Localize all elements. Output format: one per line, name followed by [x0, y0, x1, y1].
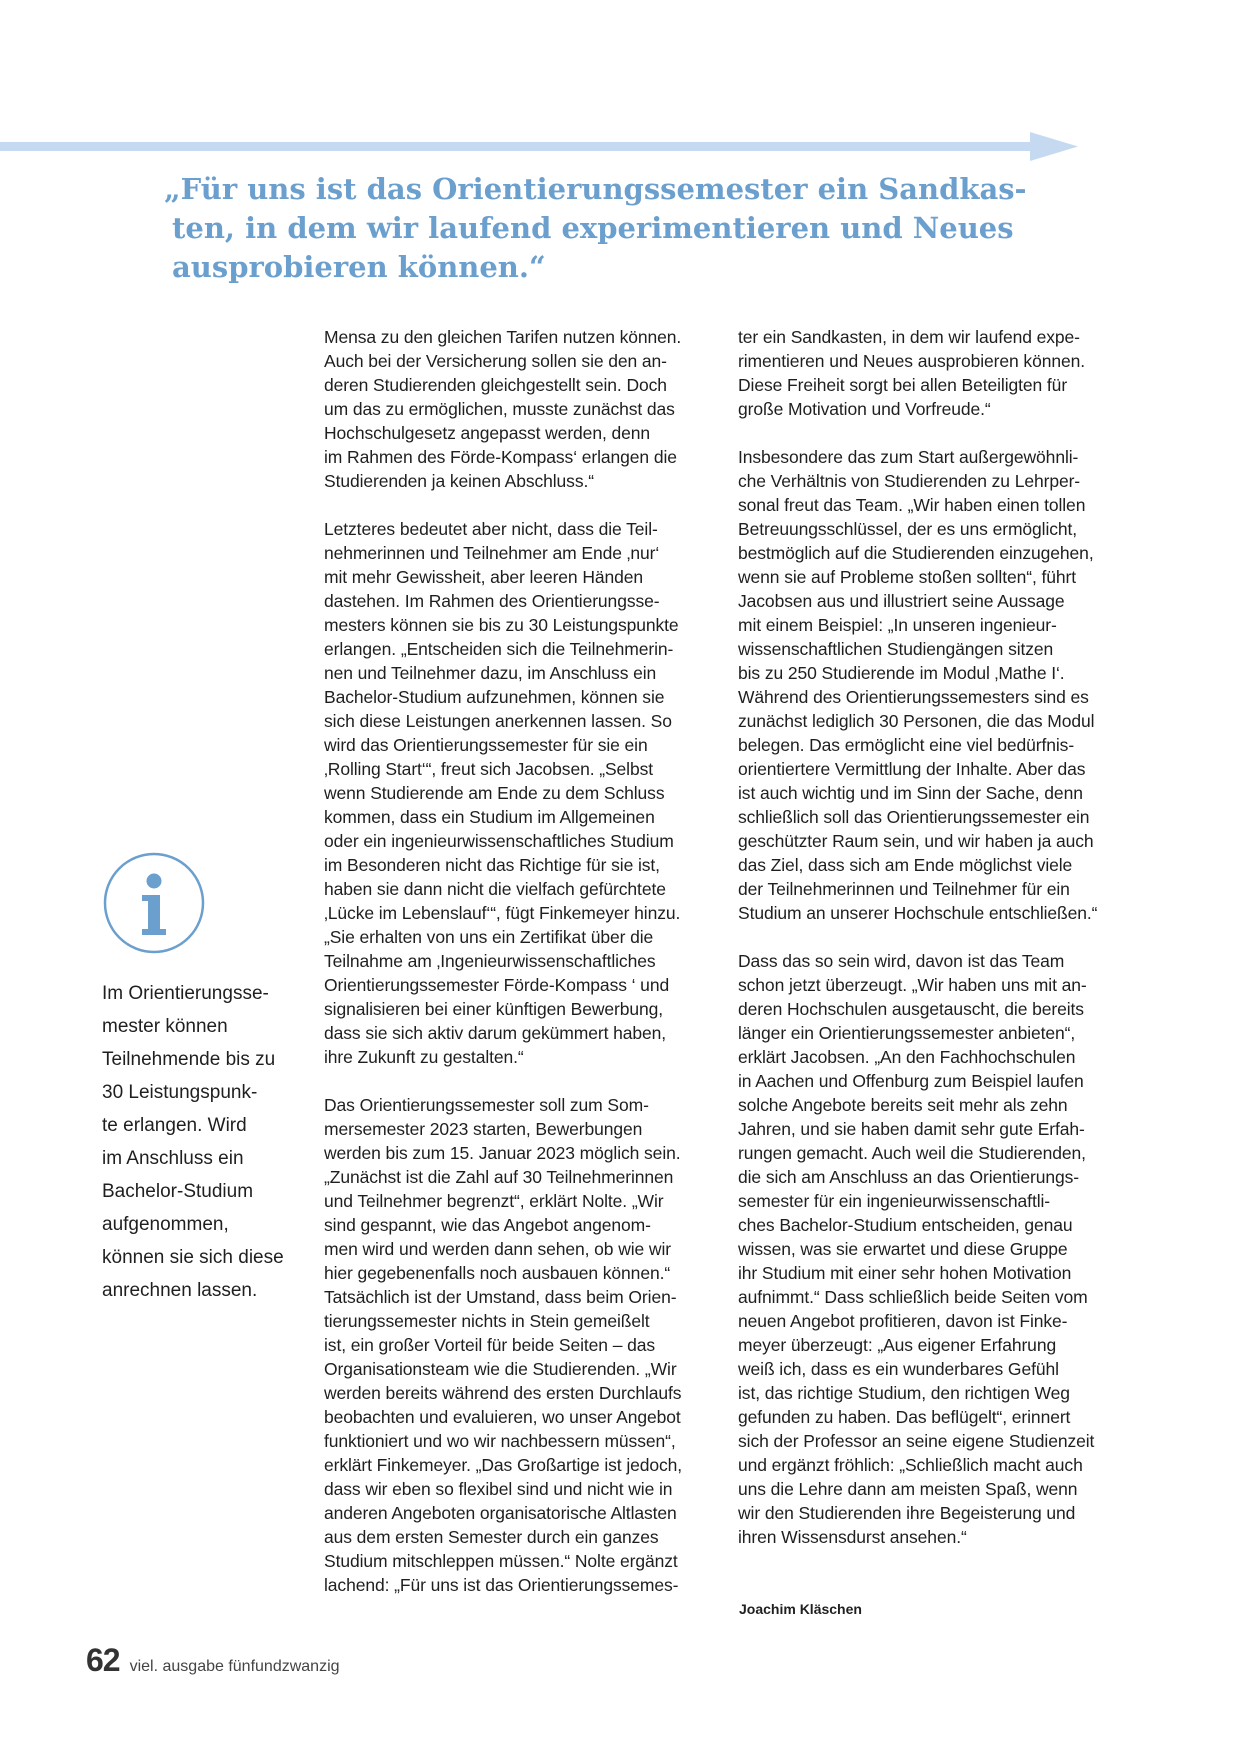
- article-column-2: [738, 325, 1133, 1549]
- pull-quote: [164, 170, 1027, 287]
- article-line: Teilnahme am ‚Ingenieurwissenschaftliches: [324, 951, 656, 971]
- article-line: werden bis zum 15. Januar 2023 möglich sein.: [324, 1143, 681, 1163]
- article-line: tierungssemester nichts in Stein gemeißelt: [324, 1311, 650, 1331]
- article-line: Studierenden ja keinen Abschluss.“: [324, 471, 594, 491]
- article-line: Diese Freiheit sorgt bei allen Beteiligten für: [738, 375, 1068, 395]
- pull-quote-line: „Für uns ist das Orientierungssemester ein Sandkas-: [164, 172, 1027, 206]
- article-line: Organisationsteam wie die Studierenden. „Wir: [324, 1359, 677, 1379]
- article-line: länger ein Orientierungssemester anbieten“,: [738, 1023, 1076, 1043]
- sidebar-line: Im Orientierungsse-: [102, 983, 269, 1004]
- article-line: um das zu ermöglichen, musste zunächst das: [324, 399, 675, 419]
- article-line: ihre Zukunft zu gestalten.“: [324, 1047, 524, 1067]
- article-line: „Zunächst ist die Zahl auf 30 Teilnehmerinnen: [324, 1167, 674, 1187]
- sidebar-line: Bachelor-Studium: [102, 1181, 254, 1202]
- article-line: und Teilnehmer begrenzt“, erklärt Nolte. „Wir: [324, 1191, 664, 1211]
- article-line: dastehen. Im Rahmen des Orientierungsse-: [324, 591, 660, 611]
- article-line: Letzteres bedeutet aber nicht, dass die Teil-: [324, 519, 658, 539]
- article-line: nen und Teilnehmer dazu, im Anschluss ein: [324, 663, 657, 683]
- article-line: schließlich soll das Orientierungssemester ein: [738, 807, 1090, 827]
- article-line: lachend: „Für uns ist das Orientierungssemes-: [324, 1575, 679, 1595]
- sidebar-line: te erlangen. Wird: [102, 1115, 247, 1136]
- article-line: ist, das richtige Studium, den richtigen Weg: [738, 1383, 1070, 1403]
- article-line: ihren Wissensdurst ansehen.“: [738, 1527, 967, 1547]
- article-line: ‚Rolling Start‘“, freut sich Jacobsen. „Selbst: [324, 759, 654, 779]
- article-line: signalisieren bei einer künftigen Bewerbung,: [324, 999, 664, 1019]
- article-line: sich diese Leistungen anerkennen lassen. So: [324, 711, 672, 731]
- pull-quote-line: ten, in dem wir laufend experimentieren und Neues: [172, 211, 1014, 245]
- article-line: uns die Lehre dann am meisten Spaß, wenn: [738, 1479, 1078, 1499]
- article-line: orientiertere Vermittlung der Inhalte. Aber das: [738, 759, 1086, 779]
- sidebar-line: anrechnen lassen.: [102, 1280, 258, 1301]
- info-circle-icon: [102, 851, 206, 955]
- article-line: beobachten und evaluieren, wo unser Angebot: [324, 1407, 681, 1427]
- article-line: wir den Studierenden ihre Begeisterung und: [738, 1503, 1076, 1523]
- article-line: ist auch wichtig und im Sinn der Sache, denn: [738, 783, 1083, 803]
- article-line: zunächst lediglich 30 Personen, die das Modul: [738, 711, 1095, 731]
- page-footer: [86, 1642, 340, 1679]
- page-number: 62: [86, 1642, 120, 1678]
- sidebar-line: können sie sich diese: [102, 1247, 284, 1268]
- article-line: Hochschulgesetz angepasst werden, denn: [324, 423, 651, 443]
- article-line: die sich am Anschluss an das Orientierungs-: [738, 1167, 1080, 1187]
- article-line: Das Orientierungssemester soll zum Som-: [324, 1095, 649, 1115]
- article-line: oder ein ingenieurwissenschaftliches Studium: [324, 831, 674, 851]
- article-line: Auch bei der Versicherung sollen sie den an-: [324, 351, 667, 371]
- article-line: solche Angebote bereits seit mehr als zehn: [738, 1095, 1068, 1115]
- article-line: „Sie erhalten von uns ein Zertifikat über die: [324, 927, 654, 947]
- article-line: Jacobsen aus und illustriert seine Aussage: [738, 591, 1065, 611]
- article-line: erklärt Jacobsen. „An den Fachhochschulen: [738, 1047, 1076, 1067]
- article-line: deren Studierenden gleichgestellt sein. Doch: [324, 375, 667, 395]
- article-line: ‚Lücke im Lebenslauf‘“, fügt Finkemeyer hinzu.: [324, 903, 681, 923]
- article-line: Tatsächlich ist der Umstand, dass beim Orien-: [324, 1287, 677, 1307]
- article-line: bestmöglich auf die Studierenden einzugehen,: [738, 543, 1094, 563]
- article-line: aufnimmt.“ Dass schließlich beide Seiten vom: [738, 1287, 1088, 1307]
- sidebar-line: Teilnehmende bis zu: [102, 1049, 276, 1070]
- article-line: Studium an unserer Hochschule entschließen.“: [738, 903, 1098, 923]
- article-line: wissenschaftlichen Studiengängen sitzen: [738, 639, 1054, 659]
- article-line: ter ein Sandkasten, in dem wir laufend expe-: [738, 327, 1080, 347]
- article-line: belegen. Das ermöglicht eine viel bedürfnis-: [738, 735, 1075, 755]
- article-line: kommen, dass ein Studium im Allgemeinen: [324, 807, 655, 827]
- article-line: semester für ein ingenieurwissenschaftli-: [738, 1191, 1051, 1211]
- article-line: aus dem ersten Semester durch ein ganzes: [324, 1527, 659, 1547]
- article-line: und ergänzt fröhlich: „Schließlich macht auch: [738, 1455, 1083, 1475]
- decorative-arrow: [0, 132, 1080, 162]
- paragraph-gap: [324, 1069, 714, 1093]
- article-line: funktioniert und wo wir nachbessern müssen“,: [324, 1431, 676, 1451]
- article-line: Studium mitschleppen müssen.“ Nolte ergänzt: [324, 1551, 678, 1571]
- article-line: Insbesondere das zum Start außergewöhnli-: [738, 447, 1079, 467]
- article-line: mesters können sie bis zu 30 Leistungspunkte: [324, 615, 679, 635]
- article-line: hier gegebenenfalls noch ausbauen können.“: [324, 1263, 671, 1283]
- article-line: haben sie dann nicht die vielfach gefürchtete: [324, 879, 666, 899]
- article-line: im Besonderen nicht das Richtige für sie ist,: [324, 855, 660, 875]
- sidebar-line: im Anschluss ein: [102, 1148, 244, 1169]
- article-line: Während des Orientierungssemesters sind es: [738, 687, 1089, 707]
- article-line: weiß ich, dass es ein wunderbares Gefühl: [738, 1359, 1059, 1379]
- article-line: sonal freut das Team. „Wir haben einen tollen: [738, 495, 1086, 515]
- article-line: dass wir eben so flexibel sind und nicht wie in: [324, 1479, 673, 1499]
- article-line: rimentieren und Neues ausprobieren können.: [738, 351, 1085, 371]
- article-line: gefunden zu haben. Das beflügelt“, erinnert: [738, 1407, 1071, 1427]
- article-line: mersemester 2023 starten, Bewerbungen: [324, 1119, 643, 1139]
- article-line: schon jetzt überzeugt. „Wir haben uns mit an-: [738, 975, 1087, 995]
- article-line: meyer überzeugt: „Aus eigener Erfahrung: [738, 1335, 1057, 1355]
- sidebar-line: aufgenommen,: [102, 1214, 229, 1235]
- article-line: Betreuungsschlüssel, der es uns ermöglicht,: [738, 519, 1078, 539]
- article-line: dass sie sich aktiv darum gekümmert haben,: [324, 1023, 667, 1043]
- paragraph-gap: [324, 493, 714, 517]
- article-line: men wird und werden dann sehen, ob wie wir: [324, 1239, 671, 1259]
- author-byline: Joachim Kläschen: [739, 1601, 862, 1617]
- article-line: ihr Studium mit einer sehr hohen Motivation: [738, 1263, 1072, 1283]
- article-line: große Motivation und Vorfreude.“: [738, 399, 991, 419]
- article-line: Bachelor-Studium aufzunehmen, können sie: [324, 687, 665, 707]
- article-line: ches Bachelor-Studium entscheiden, genau: [738, 1215, 1073, 1235]
- publication-name: viel. ausgabe fünfundzwanzig: [129, 1658, 340, 1675]
- article-line: neuen Angebot profitieren, davon ist Finke-: [738, 1311, 1068, 1331]
- sidebar-line: mester können: [102, 1016, 228, 1037]
- article-line: in Aachen und Offenburg zum Beispiel laufen: [738, 1071, 1084, 1091]
- article-line: wenn Studierende am Ende zu dem Schluss: [324, 783, 665, 803]
- article-line: Orientierungssemester Förde-Kompass ‘ und: [324, 975, 670, 995]
- article-line: geschützter Raum sein, und wir haben ja auch: [738, 831, 1094, 851]
- pull-quote-line: ausprobieren können.“: [172, 250, 546, 284]
- article-line: Mensa zu den gleichen Tarifen nutzen können.: [324, 327, 682, 347]
- article-line: wissen, was sie erwartet und diese Gruppe: [738, 1239, 1068, 1259]
- article-line: mit mehr Gewissheit, aber leeren Händen: [324, 567, 644, 587]
- article-line: sind gespannt, wie das Angebot angenom-: [324, 1215, 651, 1235]
- article-line: Dass das so sein wird, davon ist das Team: [738, 951, 1065, 971]
- paragraph-gap: [738, 421, 1133, 445]
- article-column-1: [324, 325, 714, 1597]
- article-line: mit einem Beispiel: „In unseren ingenieur-: [738, 615, 1057, 635]
- article-line: wird das Orientierungssemester für sie ein: [324, 735, 648, 755]
- article-line: ist, ein großer Vorteil für beide Seiten – das: [324, 1335, 656, 1355]
- article-line: im Rahmen des Förde-Kompass‘ erlangen die: [324, 447, 677, 467]
- article-line: erlangen. „Entscheiden sich die Teilnehmerin-: [324, 639, 674, 659]
- article-line: der Teilnehmerinnen und Teilnehmer für ein: [738, 879, 1070, 899]
- paragraph-gap: [738, 925, 1133, 949]
- article-line: che Verhältnis von Studierenden zu Lehrper-: [738, 471, 1081, 491]
- article-line: werden bereits während des ersten Durchlaufs: [324, 1383, 682, 1403]
- article-line: anderen Angeboten organisatorische Altlasten: [324, 1503, 677, 1523]
- article-line: sich der Professor an seine eigene Studienzeit: [738, 1431, 1095, 1451]
- article-line: das Ziel, dass sich am Ende möglichst viele: [738, 855, 1073, 875]
- info-sidebar: [102, 977, 302, 1307]
- article-line: wenn sie auf Probleme stoßen sollten“, führt: [738, 567, 1076, 587]
- sidebar-line: 30 Leistungspunk-: [102, 1082, 258, 1103]
- article-line: nehmerinnen und Teilnehmer am Ende ‚nur‘: [324, 543, 660, 563]
- article-line: bis zu 250 Studierende im Modul ‚Mathe I‘.: [738, 663, 1065, 683]
- article-line: erklärt Finkemeyer. „Das Großartige ist jedoch,: [324, 1455, 683, 1475]
- article-line: rungen gemacht. Auch weil die Studierenden,: [738, 1143, 1086, 1163]
- article-line: Jahren, und sie haben damit sehr gute Erfah-: [738, 1119, 1085, 1139]
- article-line: deren Hochschulen ausgetauscht, die bereits: [738, 999, 1084, 1019]
